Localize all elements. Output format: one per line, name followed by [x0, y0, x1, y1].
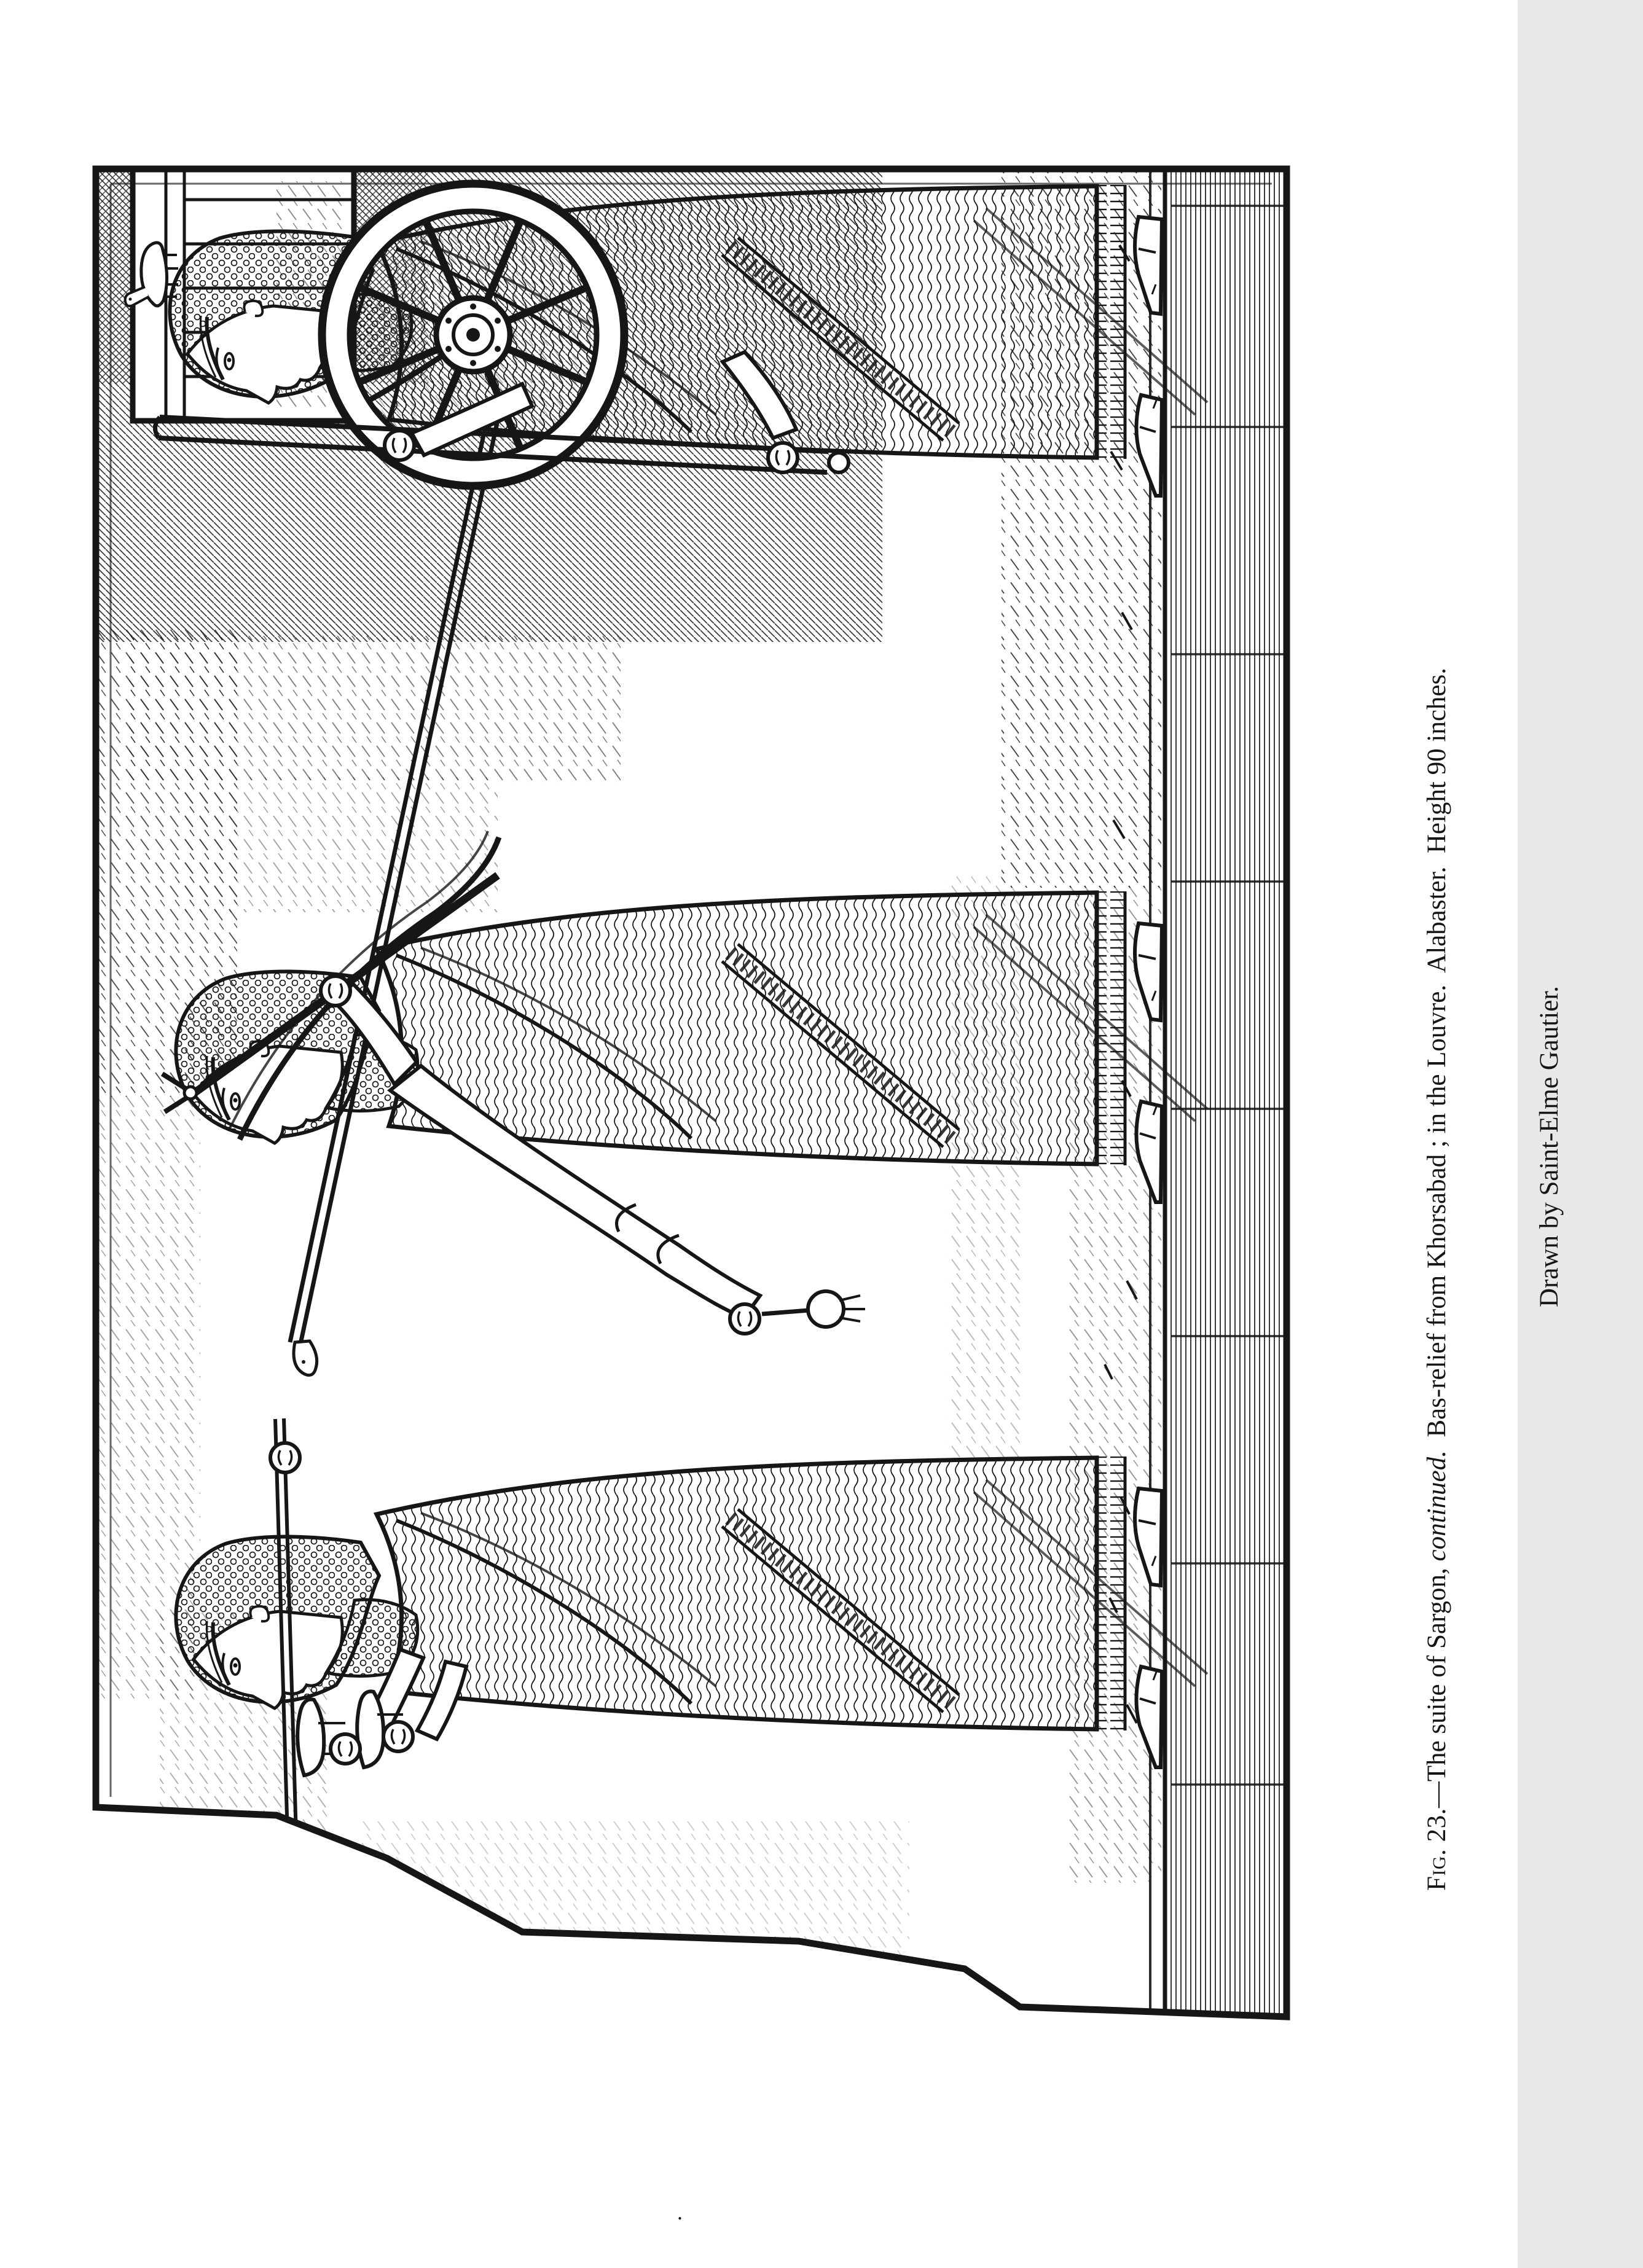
figure-engraving: [92, 163, 1290, 2043]
ground-band: [1150, 169, 1287, 2017]
engraving-rotated-canvas: [92, 163, 1290, 2043]
figure-caption: [1343, 668, 1643, 1891]
caption-line-1: [1418, 668, 1456, 1891]
figure-number-label: Fig. 23.: [1422, 1808, 1451, 1891]
caption-credit: Drawn by Saint-Elme Gautier.: [1535, 985, 1564, 1307]
caption-details: Bas-relief from Khorsabad ; in the Louvre. Alabaster. Height 90 inches.: [1422, 668, 1451, 1451]
engraving-illustration: [92, 163, 1290, 2043]
caption-line-2: [1531, 668, 1568, 1891]
caption-title: —The suite of Sargon,: [1422, 1561, 1451, 1809]
caption-continued: continued.: [1422, 1450, 1451, 1562]
page-mark: .: [677, 2200, 683, 2224]
